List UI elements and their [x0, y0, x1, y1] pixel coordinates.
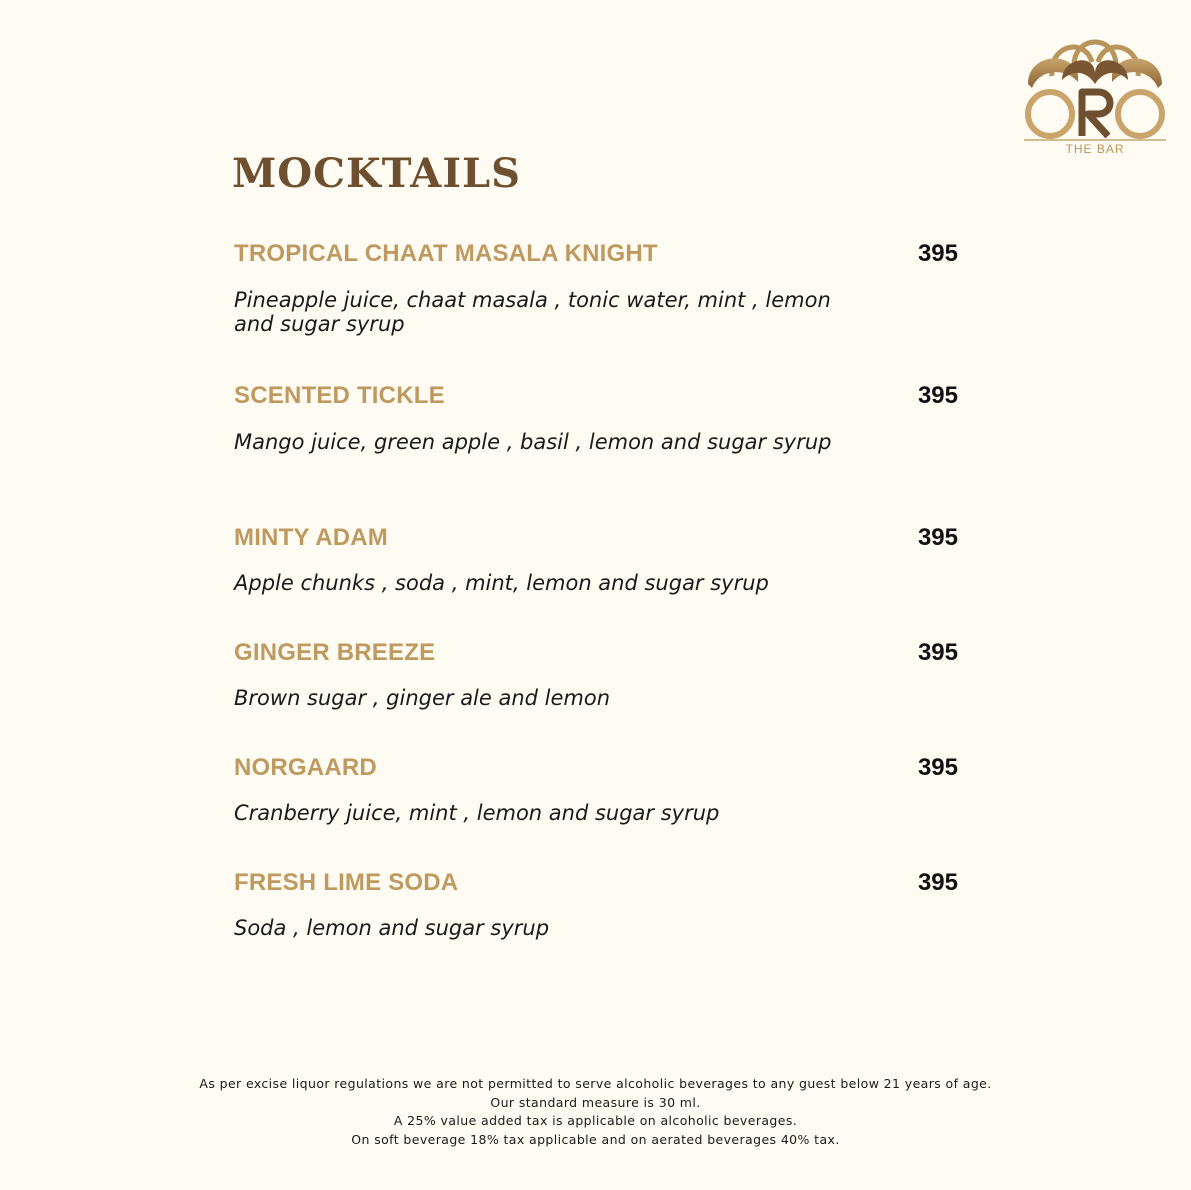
- item-description-line: Mango juice, green apple , basil , lemon and sugar syrup: [234, 430, 832, 454]
- item-description: [234, 686, 834, 710]
- item-price: 395: [917, 639, 958, 666]
- item-name: SCENTED TICKLE: [234, 382, 445, 409]
- item-description-line: Brown sugar , ginger ale and lemon: [234, 686, 611, 710]
- section-title: MOCKTAILS: [232, 150, 522, 197]
- footer-line: As per excise liquor regulations we are not permitted to serve alcoholic beverages to any guest below 21 years of age.: [199, 1076, 992, 1091]
- item-description-line: Soda , lemon and sugar syrup: [234, 916, 550, 940]
- item-name: FRESH LIME SODA: [234, 869, 459, 896]
- oro-logo-mark: [1022, 24, 1168, 144]
- logo-subtitle: THE BAR: [1065, 142, 1125, 156]
- item-price: 395: [917, 869, 958, 896]
- footer-line: Our standard measure is 30 ml.: [490, 1094, 701, 1110]
- item-description-line: and sugar syrup: [234, 312, 405, 336]
- item-description: [234, 430, 834, 454]
- item-price: 395: [917, 524, 958, 551]
- footer-line: A 25% value added tax is applicable on alcoholic beverages.: [393, 1113, 798, 1129]
- item-description: [234, 288, 834, 336]
- legal-footer: [0, 1075, 1191, 1149]
- footer-line: On soft beverage 18% tax applicable and on aerated beverages 40% tax.: [351, 1131, 840, 1147]
- item-name: MINTY ADAM: [234, 524, 388, 551]
- item-price: 395: [917, 754, 958, 781]
- item-description: [234, 916, 834, 940]
- item-description: [234, 801, 834, 825]
- item-price: 395: [917, 240, 958, 267]
- item-description-line: Pineapple juice, chaat masala , tonic water, mint , lemon: [234, 288, 831, 312]
- item-name: NORGAARD: [234, 754, 377, 781]
- item-description-line: Cranberry juice, mint , lemon and sugar syrup: [234, 801, 720, 825]
- item-description: [234, 571, 834, 595]
- item-price: 395: [917, 382, 958, 409]
- item-name: TROPICAL CHAAT MASALA KNIGHT: [234, 240, 658, 267]
- oro-logo: [1022, 24, 1168, 158]
- item-description-line: Apple chunks , soda , mint, lemon and sugar syrup: [234, 571, 769, 595]
- item-name: GINGER BREEZE: [234, 639, 436, 666]
